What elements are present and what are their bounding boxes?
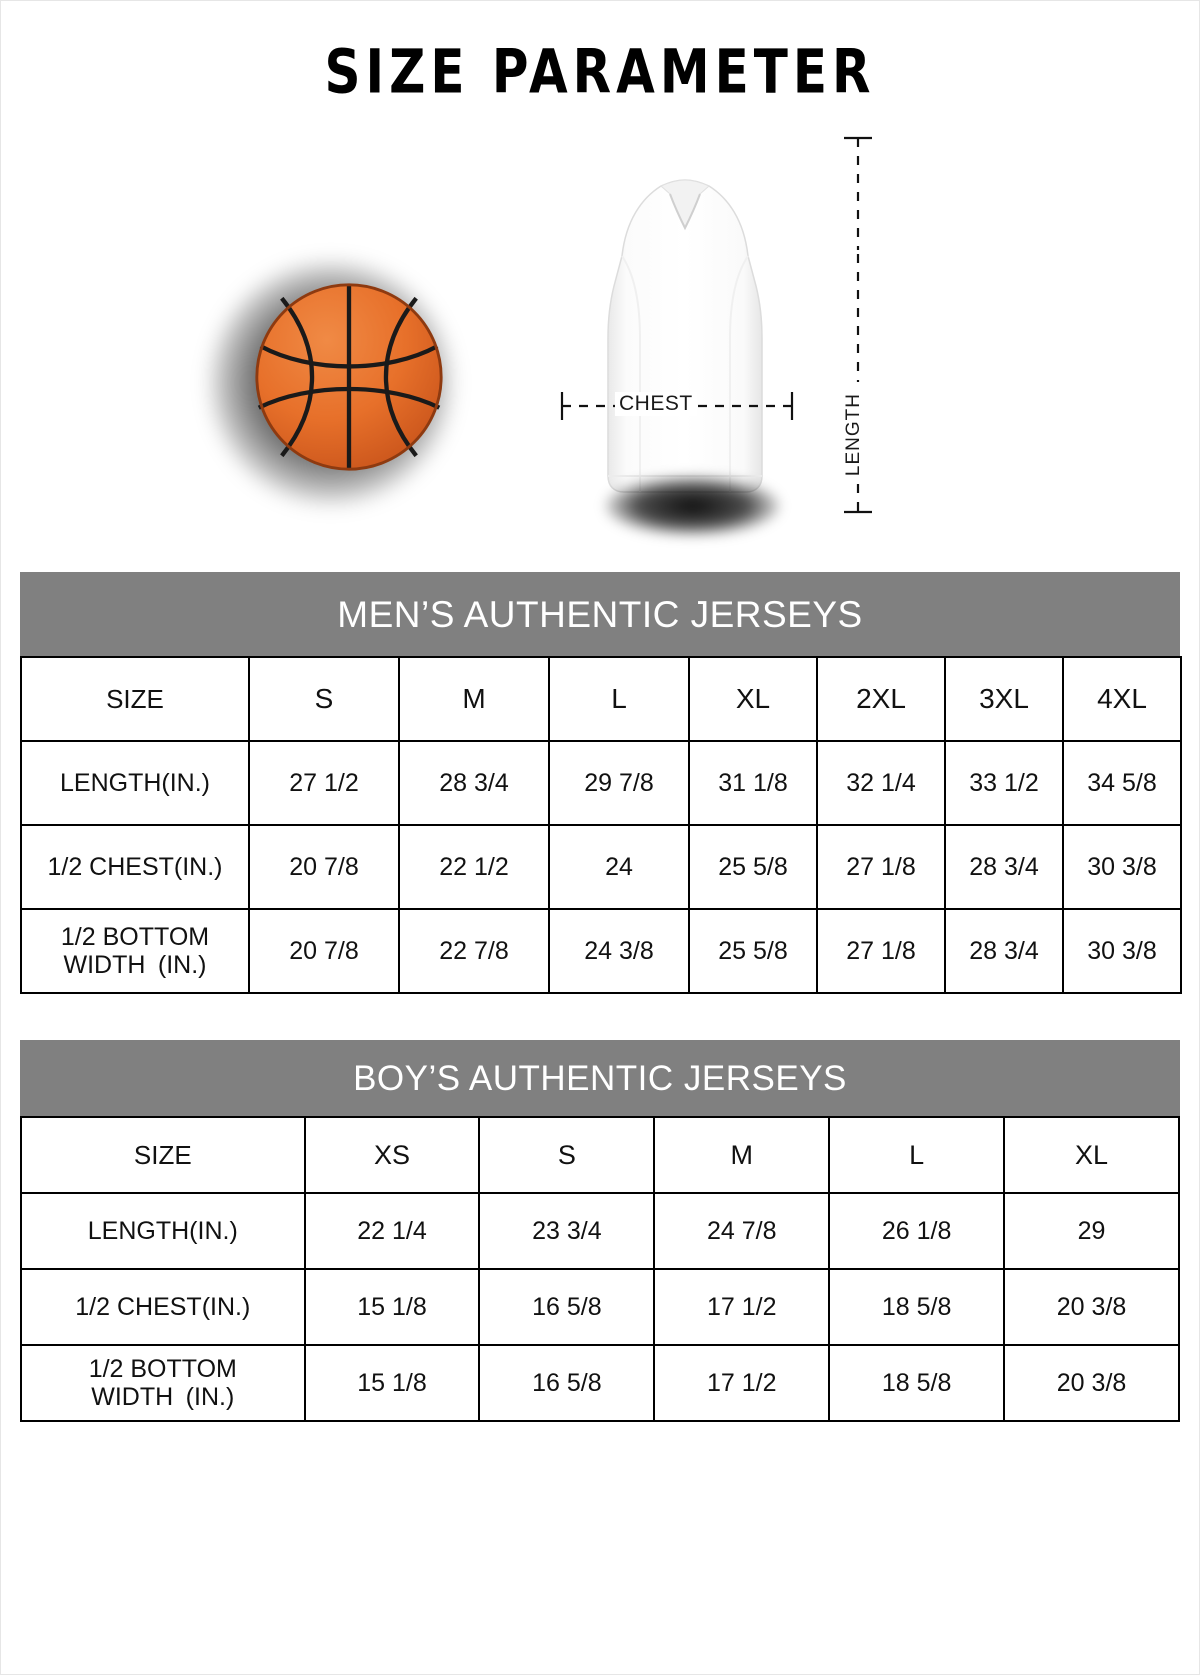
men-length-2xl: 32 1/4 xyxy=(817,741,945,825)
boy-chest-m: 17 1/2 xyxy=(654,1269,829,1345)
boy-col-l: L xyxy=(829,1117,1004,1193)
mens-size-table xyxy=(20,656,1182,994)
table-row xyxy=(21,1269,1179,1345)
men-bottom-4xl: 30 3/8 xyxy=(1063,909,1181,993)
boy-row-label-chest: 1/2 CHEST(IN.) xyxy=(21,1269,305,1345)
men-length-xl: 31 1/8 xyxy=(689,741,817,825)
men-row-label-bottom-width-line1: 1/2 BOTTOM xyxy=(60,923,210,951)
men-row-label-bottom-width-line2: WIDTH (IN.) xyxy=(63,951,207,979)
men-chest-s: 20 7/8 xyxy=(249,825,399,909)
page-title: SIZE PARAMETER xyxy=(324,36,876,108)
boy-row-label-bottom-width-line2: WIDTH (IN.) xyxy=(91,1383,235,1411)
men-bottom-xl: 25 5/8 xyxy=(689,909,817,993)
men-bottom-2xl: 27 1/8 xyxy=(817,909,945,993)
boy-chest-s: 16 5/8 xyxy=(479,1269,654,1345)
men-row-label-length: LENGTH(IN.) xyxy=(21,741,249,825)
mens-size-table-block xyxy=(20,572,1180,994)
table-row xyxy=(21,741,1181,825)
boy-length-xs: 22 1/4 xyxy=(305,1193,480,1269)
men-chest-xl: 25 5/8 xyxy=(689,825,817,909)
boy-bottom-m: 17 1/2 xyxy=(654,1345,829,1421)
boy-row-label-bottom-width xyxy=(21,1345,305,1421)
length-measurement-label: LENGTH xyxy=(843,389,865,480)
boy-length-m: 24 7/8 xyxy=(654,1193,829,1269)
basketball-icon xyxy=(253,281,445,473)
men-length-l: 29 7/8 xyxy=(549,741,689,825)
men-length-3xl: 33 1/2 xyxy=(945,741,1063,825)
mens-table-heading: MEN’S AUTHENTIC JERSEYS xyxy=(20,572,1180,656)
table-row xyxy=(21,1193,1179,1269)
men-col-l: L xyxy=(549,657,689,741)
boys-size-table-block xyxy=(20,1040,1180,1422)
table-row-header xyxy=(21,657,1181,741)
basketball-illustration xyxy=(205,249,465,509)
boy-bottom-xs: 15 1/8 xyxy=(305,1345,480,1421)
boy-bottom-s: 16 5/8 xyxy=(479,1345,654,1421)
chest-measurement-label: CHEST xyxy=(615,392,697,416)
men-chest-4xl: 30 3/8 xyxy=(1063,825,1181,909)
men-length-m: 28 3/4 xyxy=(399,741,549,825)
boy-length-s: 23 3/4 xyxy=(479,1193,654,1269)
men-chest-l: 24 xyxy=(549,825,689,909)
boys-size-table xyxy=(20,1116,1180,1422)
men-length-s: 27 1/2 xyxy=(249,741,399,825)
men-bottom-3xl: 28 3/4 xyxy=(945,909,1063,993)
boy-col-xl: XL xyxy=(1004,1117,1179,1193)
men-col-s: S xyxy=(249,657,399,741)
boy-col-size: SIZE xyxy=(21,1117,305,1193)
boy-length-xl: 29 xyxy=(1004,1193,1179,1269)
men-chest-m: 22 1/2 xyxy=(399,825,549,909)
men-chest-3xl: 28 3/4 xyxy=(945,825,1063,909)
men-row-label-chest: 1/2 CHEST(IN.) xyxy=(21,825,249,909)
men-col-4xl: 4XL xyxy=(1063,657,1181,741)
men-bottom-s: 20 7/8 xyxy=(249,909,399,993)
men-col-m: M xyxy=(399,657,549,741)
men-chest-2xl: 27 1/8 xyxy=(817,825,945,909)
boy-bottom-xl: 20 3/8 xyxy=(1004,1345,1179,1421)
boy-row-label-length: LENGTH(IN.) xyxy=(21,1193,305,1269)
boy-col-m: M xyxy=(654,1117,829,1193)
jersey-illustration xyxy=(530,124,840,544)
men-bottom-l: 24 3/8 xyxy=(549,909,689,993)
men-col-2xl: 2XL xyxy=(817,657,945,741)
boy-chest-l: 18 5/8 xyxy=(829,1269,1004,1345)
boy-length-l: 26 1/8 xyxy=(829,1193,1004,1269)
men-col-size: SIZE xyxy=(21,657,249,741)
boy-chest-xl: 20 3/8 xyxy=(1004,1269,1179,1345)
boy-col-xs: XS xyxy=(305,1117,480,1193)
illustration-area xyxy=(0,124,1200,554)
men-col-xl: XL xyxy=(689,657,817,741)
men-row-label-bottom-width xyxy=(21,909,249,993)
table-row xyxy=(21,909,1181,993)
boys-table-heading: BOY’S AUTHENTIC JERSEYS xyxy=(20,1040,1180,1116)
boy-row-label-bottom-width-line1: 1/2 BOTTOM xyxy=(88,1355,237,1383)
table-row-header xyxy=(21,1117,1179,1193)
men-col-3xl: 3XL xyxy=(945,657,1063,741)
men-bottom-m: 22 7/8 xyxy=(399,909,549,993)
table-row xyxy=(21,825,1181,909)
table-row xyxy=(21,1345,1179,1421)
men-length-4xl: 34 5/8 xyxy=(1063,741,1181,825)
jersey-shadow xyxy=(605,476,780,536)
boy-bottom-l: 18 5/8 xyxy=(829,1345,1004,1421)
boy-chest-xs: 15 1/8 xyxy=(305,1269,480,1345)
boy-col-s: S xyxy=(479,1117,654,1193)
